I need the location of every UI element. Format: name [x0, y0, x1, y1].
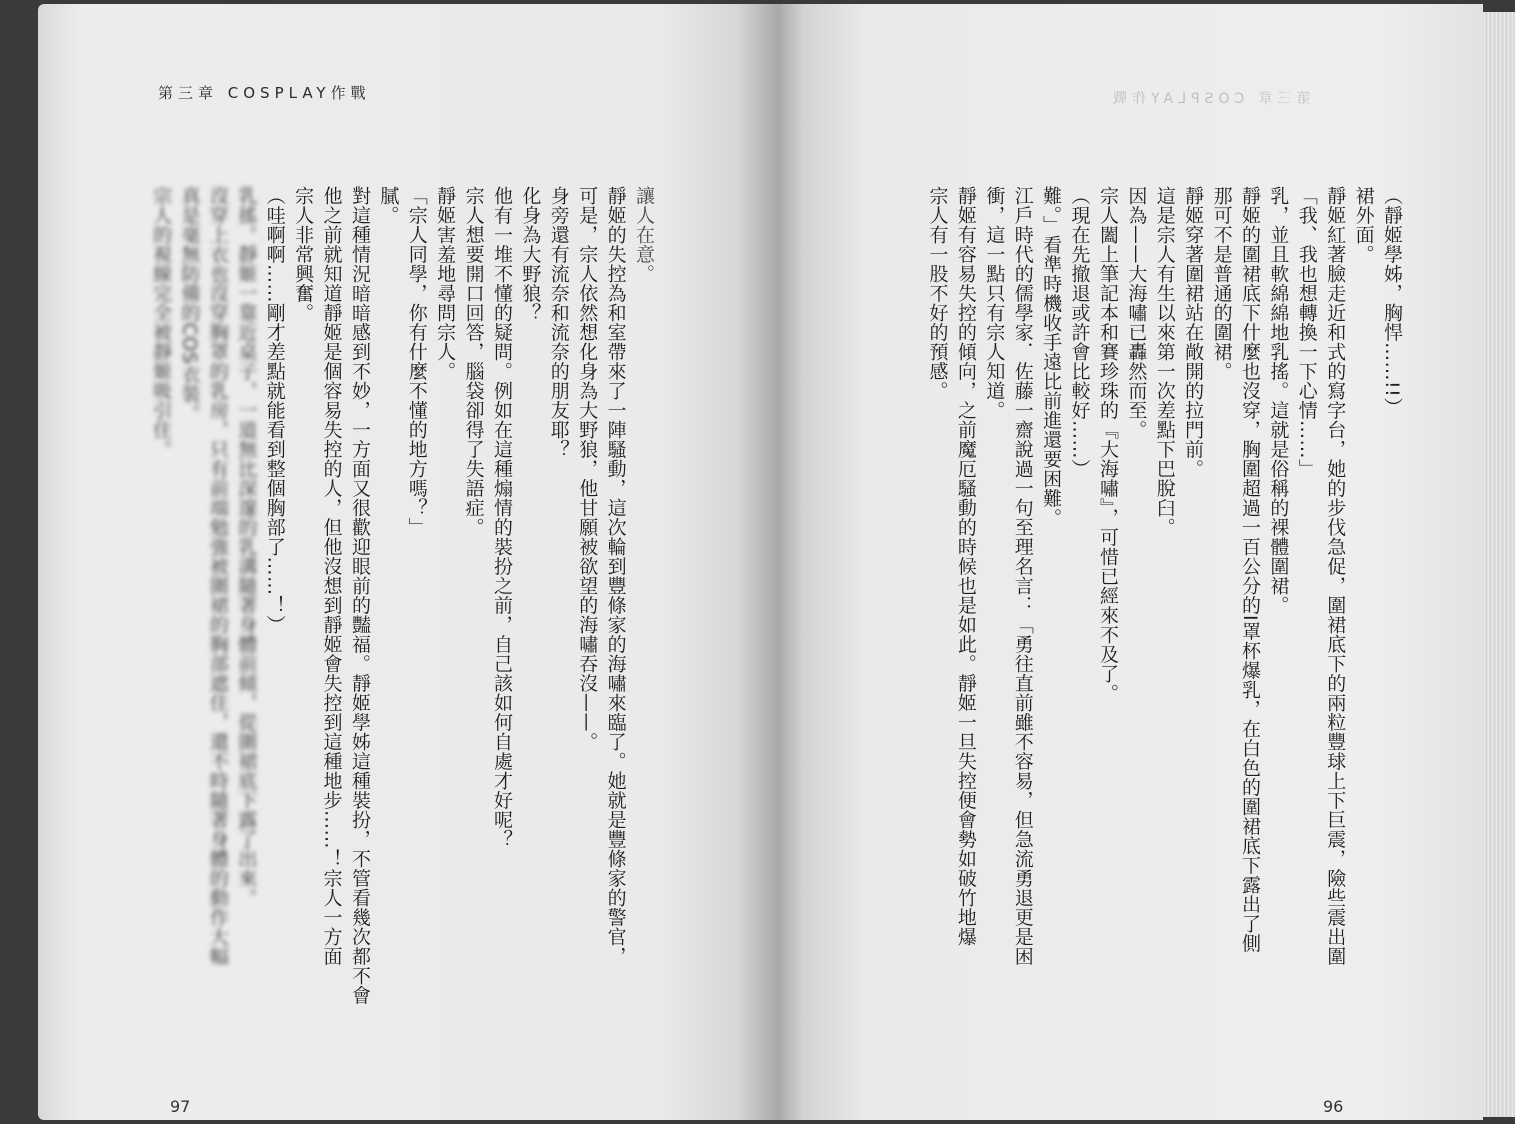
paragraph: 乳搖。靜姬一靠近桌子，一道無比深邃的乳溝隨著身體前傾，從圍裙底下露了出來。 — [235, 186, 258, 908]
paragraph: 宗人有一股不好的預感。 — [926, 186, 949, 401]
paragraph: 宗人非常興奮。 — [292, 186, 315, 323]
paragraph: 化身為大野狼？ — [519, 186, 542, 323]
left-page-text — [150, 186, 658, 1056]
paragraph: 可是，宗人依然想化身為大野狼，他甘願被欲望的海嘯吞沒——。 — [576, 186, 599, 752]
page-number: 96 — [1323, 1097, 1344, 1116]
chapter-header: 第三章 COSPLAY作戰 — [158, 84, 371, 102]
paragraph: 難。」看準時機收手遠比前進還要困難。 — [1040, 186, 1063, 528]
paragraph: 對這種情況暗暗感到不妙，一方面又很歡迎眼前的豔福。靜姬學姊這種裝扮，不管看幾次都不會 — [348, 186, 371, 1005]
paragraph: 江戶時代的儒學家．佐藤一齋說過一句至理名言：「勇往直前雖不容易，但急流勇退更是困 — [1011, 186, 1034, 966]
paragraph: 真是毫無防備的COS衣裝。 — [178, 186, 201, 423]
paragraph: 「我、我也想轉換一下心情……」 — [1295, 186, 1318, 479]
page-number: 97 — [170, 1097, 191, 1116]
paragraph: 靜姬有容易失控的傾向，之前魔厄騷動的時候也是如此。靜姬一旦失控便會勢如破竹地爆 — [954, 186, 977, 947]
paragraph: 靜姬的失控為和室帶來了一陣騷動，這次輪到豐條家的海嘯來臨了。她就是豐條家的警官， — [604, 186, 627, 966]
paragraph: （靜姬學姊，胸悍……!!） — [1381, 186, 1403, 417]
paragraph: 他有一堆不懂的疑問。例如在這種煽情的裝扮之前，自己該如何自處才好呢？ — [490, 186, 513, 849]
paragraph: 身旁還有流奈和流奈的朋友耶？ — [547, 186, 570, 459]
right-page-text — [908, 186, 1406, 1056]
paragraph: 沒穿上衣也沒穿胸罩的乳房，只有前端勉強被圍裙的胸部遮住，還不時隨著身體的動作大幅 — [206, 186, 229, 966]
paragraph: 靜姬紅著臉走近和式的寫字台，她的步伐急促，圍裙底下的兩粒豐球上下巨震，險些震出圍 — [1324, 186, 1347, 966]
paragraph: 「宗人同學，你有什麼不懂的地方嗎？」 — [405, 186, 428, 537]
paragraph: 裙外面。 — [1352, 186, 1375, 264]
paragraph: 宗人的視線完全被靜姬吸引住。 — [150, 186, 173, 459]
paragraph: 乳，並且軟綿綿地乳搖。這就是俗稱的裸體圍裙。 — [1267, 186, 1290, 615]
left-page — [38, 4, 778, 1120]
paragraph: 讓人在意。 — [633, 186, 655, 284]
paragraph: 衝，這一點只有宗人知道。 — [983, 186, 1006, 420]
paragraph: 宗人想要開口回答，腦袋卻得了失語症。 — [462, 186, 485, 537]
paragraph: 宗人闔上筆記本和賽珍珠的『大海嘯』，可惜已經來不及了。 — [1096, 186, 1119, 703]
paragraph: 靜姬的圍裙底下什麼也沒穿，胸圍超過一百公分的I罩杯爆乳，在白色的圍裙底下露出了側 — [1238, 186, 1261, 953]
paragraph: 因為——大海嘯已轟然而至。 — [1125, 186, 1148, 440]
paragraph: 靜姬穿著圍裙站在敞開的拉門前。 — [1182, 186, 1205, 479]
paragraph: 膩。 — [377, 186, 400, 225]
paragraph: 那可不是普通的圍裙。 — [1210, 186, 1233, 381]
paragraph: 這是宗人有生以來第一次差點下巴脫臼。 — [1153, 186, 1176, 537]
book-spread — [28, 4, 1515, 1120]
right-page — [778, 4, 1483, 1120]
paragraph: （哇啊啊……剛才差點就能看到整個胸部了……！） — [263, 186, 286, 635]
paragraph: 他之前就知道靜姬是個容易失控的人，但他沒想到靜姬會失控到這種地步……！宗人一方面 — [320, 186, 343, 966]
show-through-header: 第三章 COSPLAY作戰 — [1108, 91, 1311, 107]
paragraph: 靜姬害羞地尋問宗人。 — [434, 186, 457, 381]
page-edges — [1483, 12, 1515, 1117]
paragraph: （現在先撤退或許會比較好……） — [1068, 186, 1091, 479]
